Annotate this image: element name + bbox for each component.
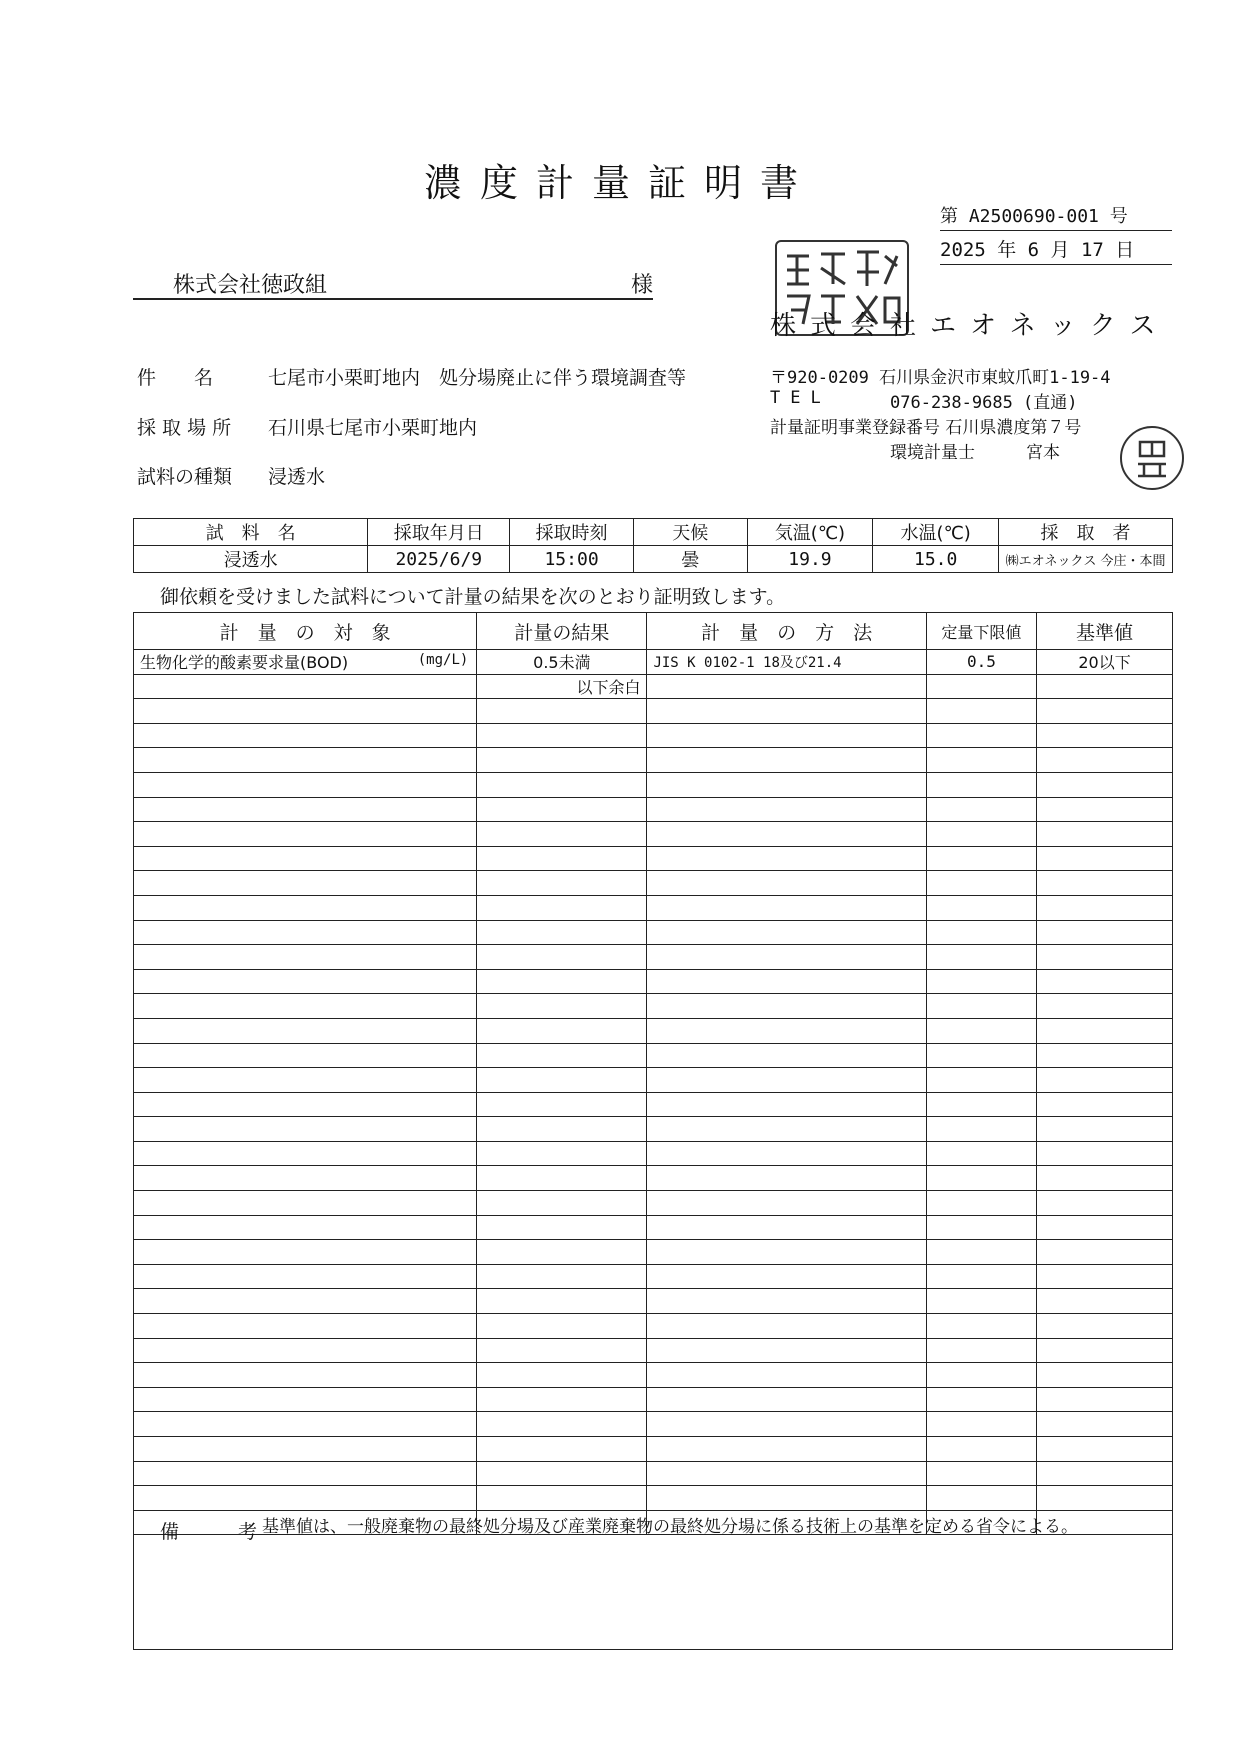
empty-cell [926,1191,1036,1216]
empty-cell [926,1486,1036,1511]
empty-cell [1037,1018,1173,1043]
empty-cell [926,699,1036,724]
empty-cell [1037,1264,1173,1289]
result-row-end [134,674,1173,699]
empty-cell [926,1461,1036,1486]
empty-cell [926,1215,1036,1240]
result-row-empty [134,1338,1173,1363]
empty-cell [134,674,477,699]
empty-cell [647,1215,926,1240]
empty-cell [134,822,477,847]
empty-cell [1037,920,1173,945]
result-row-empty [134,1486,1173,1511]
empty-cell [926,797,1036,822]
empty-cell [477,846,647,871]
empty-cell [926,1363,1036,1388]
empty-cell [477,969,647,994]
empty-cell [647,1018,926,1043]
empty-cell [647,1068,926,1093]
empty-cell [926,1387,1036,1412]
sample-time: 15:00 [510,546,634,573]
result-row-empty [134,895,1173,920]
result-row-empty [134,1117,1173,1142]
empty-cell [134,1117,477,1142]
empty-cell [477,994,647,1019]
empty-cell [1037,723,1173,748]
result-row-empty [134,994,1173,1019]
issuer-company: 株式会社エオネックス [770,311,1170,341]
result-method: JIS K 0102-1 18及び21.4 [647,650,926,675]
empty-cell [1037,1338,1173,1363]
personal-seal [1120,426,1184,490]
empty-cell [477,1215,647,1240]
header-sample-name: 試 料 名 [134,519,368,546]
remarks-box [133,1509,1173,1650]
empty-cell [477,1314,647,1339]
empty-cell [926,1092,1036,1117]
empty-cell [1037,969,1173,994]
empty-cell [134,994,477,1019]
result-row-empty [134,1412,1173,1437]
empty-cell [647,945,926,970]
empty-cell [134,920,477,945]
empty-cell [647,1412,926,1437]
issuer-tel-label: TEL [770,388,831,408]
empty-cell [926,1043,1036,1068]
sample-table-row [134,546,1173,573]
addressee-line [133,268,653,300]
empty-cell [647,1437,926,1462]
empty-cell [134,772,477,797]
empty-cell [1037,895,1173,920]
empty-cell [1037,699,1173,724]
empty-cell [477,1486,647,1511]
empty-cell [647,1314,926,1339]
empty-cell [477,945,647,970]
result-row-empty [134,748,1173,773]
sample-type-value: 浸透水 [268,466,326,488]
empty-cell [134,846,477,871]
empty-cell [1037,1437,1173,1462]
empty-cell [647,1289,926,1314]
result-row-empty [134,846,1173,871]
empty-cell [134,1092,477,1117]
empty-cell [477,1412,647,1437]
empty-cell [477,1338,647,1363]
sample-date: 2025/6/9 [368,546,510,573]
empty-cell [647,1191,926,1216]
empty-cell [1037,1240,1173,1265]
remarks-label: 備 考 [160,1521,278,1543]
empty-cell [926,1289,1036,1314]
result-row-empty [134,822,1173,847]
empty-cell [134,1166,477,1191]
empty-cell [134,1461,477,1486]
empty-cell [647,994,926,1019]
empty-cell [477,1240,647,1265]
result-table-header [134,613,1173,650]
header-water-temp: 水温(℃) [873,519,999,546]
empty-cell [477,1461,647,1486]
result-row-empty [134,1191,1173,1216]
empty-cell [477,1043,647,1068]
empty-cell [926,1141,1036,1166]
empty-cell [647,895,926,920]
empty-cell [1037,1191,1173,1216]
result-row-bod [134,650,1173,675]
header-result: 計量の結果 [477,613,647,650]
empty-cell [134,797,477,822]
empty-cell [647,1141,926,1166]
empty-cell [926,1068,1036,1093]
header-sampler: 採 取 者 [999,519,1173,546]
empty-cell [134,1191,477,1216]
empty-cell [477,772,647,797]
empty-cell [647,748,926,773]
empty-cell [926,1314,1036,1339]
empty-cell [647,1461,926,1486]
empty-cell [1037,945,1173,970]
empty-cell [1037,748,1173,773]
empty-cell [1037,1068,1173,1093]
issue-date: 2025 年 6 月 17 日 [940,235,1172,265]
empty-cell [1037,994,1173,1019]
empty-cell [647,674,926,699]
addressee-honorific: 様 [630,273,653,298]
result-row-empty [134,1363,1173,1388]
empty-cell [477,920,647,945]
weather: 曇 [633,546,747,573]
empty-cell [647,1264,926,1289]
remarks-text: 基準値は、一般廃棄物の最終処分場及び産業廃棄物の最終処分場に係る技術上の基準を定める省令による。 [262,1517,1078,1537]
result-row-empty [134,1018,1173,1043]
result-value: 0.5未満 [477,650,647,675]
result-unit: (mg/L) [417,652,469,668]
empty-cell [647,871,926,896]
issuer-address: 〒920-0209 石川県金沢市東蚊爪町1-19-4 [770,368,1111,388]
result-row-empty [134,1314,1173,1339]
empty-cell [134,1314,477,1339]
empty-cell [134,1486,477,1511]
result-limit: 0.5 [926,650,1036,675]
empty-cell [647,920,926,945]
empty-cell [134,895,477,920]
empty-cell [134,1141,477,1166]
empty-cell [926,846,1036,871]
header-sample-time: 採取時刻 [510,519,634,546]
empty-cell [926,1117,1036,1142]
header-target: 計 量 の 対 象 [134,613,477,650]
empty-cell [647,1166,926,1191]
subject-label: 件 名 [137,367,214,389]
empty-cell [477,1018,647,1043]
empty-cell [647,846,926,871]
empty-cell [926,871,1036,896]
intro-text: 御依頼を受けました試料について計量の結果を次のとおり証明致します。 [160,586,786,608]
empty-cell [477,1166,647,1191]
empty-cell [926,969,1036,994]
empty-cell [477,1437,647,1462]
empty-cell [134,1363,477,1388]
empty-cell [647,1338,926,1363]
empty-cell [134,1240,477,1265]
empty-cell [477,1117,647,1142]
empty-cell [477,1092,647,1117]
empty-cell [1037,674,1173,699]
empty-cell [134,1387,477,1412]
empty-cell [926,772,1036,797]
header-sample-date: 採取年月日 [368,519,510,546]
sample-type-label: 試料の種類 [137,466,233,488]
empty-cell [1037,1412,1173,1437]
empty-cell [926,1264,1036,1289]
empty-cell [477,1289,647,1314]
empty-cell [926,1240,1036,1265]
result-row-empty [134,1043,1173,1068]
water-temp: 15.0 [873,546,999,573]
empty-cell [1037,1166,1173,1191]
empty-cell [926,723,1036,748]
empty-cell [647,797,926,822]
empty-cell [1037,1486,1173,1511]
header-limit: 定量下限値 [926,613,1036,650]
empty-cell [926,1338,1036,1363]
empty-cell [926,945,1036,970]
result-row-empty [134,1387,1173,1412]
empty-cell [134,945,477,970]
result-row-empty [134,1240,1173,1265]
sample-table [133,518,1173,573]
empty-cell [477,1191,647,1216]
empty-cell [134,1264,477,1289]
empty-cell [1037,822,1173,847]
empty-cell [1037,1117,1173,1142]
empty-cell [926,920,1036,945]
empty-cell [134,1289,477,1314]
empty-cell [647,699,926,724]
end-note: 以下余白 [477,674,647,699]
location-value: 石川県七尾市小栗町地内 [268,417,478,439]
result-target: 生物化学的酸素要求量(BOD) [140,653,349,673]
empty-cell [477,1068,647,1093]
header-method: 計 量 の 方 法 [647,613,926,650]
air-temp: 19.9 [747,546,873,573]
location-label: 採 取 場 所 [137,417,232,439]
empty-cell [1037,1461,1173,1486]
empty-cell [1037,1387,1173,1412]
empty-cell [926,994,1036,1019]
result-row-empty [134,1461,1173,1486]
document-title: 濃度計量証明書 [423,161,816,205]
empty-cell [926,1437,1036,1462]
empty-cell [477,797,647,822]
empty-cell [647,1387,926,1412]
empty-cell [647,723,926,748]
empty-cell [134,748,477,773]
issuer-tel: 076-238-9685 (直通) [890,393,1078,413]
empty-cell [134,1412,477,1437]
result-row-empty [134,920,1173,945]
empty-cell [647,1043,926,1068]
empty-cell [926,895,1036,920]
header-standard: 基準値 [1037,613,1173,650]
empty-cell [134,1215,477,1240]
result-row-empty [134,797,1173,822]
empty-cell [477,699,647,724]
result-row-empty [134,723,1173,748]
result-row-empty [134,1141,1173,1166]
empty-cell [647,969,926,994]
result-row-empty [134,1092,1173,1117]
header-air-temp: 気温(℃) [747,519,873,546]
empty-cell [134,699,477,724]
empty-cell [134,1018,477,1043]
empty-cell [1037,772,1173,797]
empty-cell [477,871,647,896]
result-row-empty [134,969,1173,994]
seal-icon [1122,428,1182,488]
empty-cell [477,1264,647,1289]
result-row-empty [134,772,1173,797]
empty-cell [926,674,1036,699]
empty-cell [926,822,1036,847]
empty-cell [926,1018,1036,1043]
header-weather: 天候 [633,519,747,546]
empty-cell [477,822,647,847]
sample-name: 浸透水 [134,546,368,573]
empty-cell [1037,1092,1173,1117]
subject-value: 七尾市小栗町地内 処分場廃止に伴う環境調査等 [268,367,687,389]
empty-cell [1037,1043,1173,1068]
result-row-empty [134,945,1173,970]
empty-cell [134,1068,477,1093]
empty-cell [926,748,1036,773]
empty-cell [1037,1314,1173,1339]
empty-cell [647,1092,926,1117]
empty-cell [1037,846,1173,871]
empty-cell [1037,871,1173,896]
empty-cell [647,822,926,847]
result-row-empty [134,1215,1173,1240]
empty-cell [647,1486,926,1511]
sampler: ㈱エオネックス 今庄・本間 [999,546,1173,573]
empty-cell [1037,1363,1173,1388]
result-row-empty [134,1437,1173,1462]
empty-cell [1037,1289,1173,1314]
result-target-cell [134,650,477,675]
empty-cell [647,1363,926,1388]
addressee-name: 株式会社徳政組 [173,273,328,298]
empty-cell [477,1363,647,1388]
empty-cell [134,871,477,896]
empty-cell [647,772,926,797]
empty-cell [1037,797,1173,822]
empty-cell [477,748,647,773]
result-row-empty [134,699,1173,724]
result-row-empty [134,1264,1173,1289]
empty-cell [647,1240,926,1265]
empty-cell [926,1412,1036,1437]
empty-cell [134,1043,477,1068]
empty-cell [926,1166,1036,1191]
empty-cell [647,1117,926,1142]
sample-table-header [134,519,1173,546]
result-row-empty [134,1289,1173,1314]
result-standard: 20以下 [1037,650,1173,675]
empty-cell [477,1141,647,1166]
empty-cell [477,723,647,748]
registration-number: 計量証明事業登録番号 石川県濃度第７号 [770,418,1082,438]
empty-cell [134,723,477,748]
empty-cell [134,969,477,994]
result-row-empty [134,1068,1173,1093]
empty-cell [477,1387,647,1412]
result-table [133,612,1173,1535]
measurer: 環境計量士 宮本 [890,443,1060,463]
empty-cell [134,1437,477,1462]
empty-cell [1037,1141,1173,1166]
empty-cell [1037,1215,1173,1240]
result-row-empty [134,1166,1173,1191]
empty-cell [134,1338,477,1363]
result-row-empty [134,871,1173,896]
empty-cell [477,895,647,920]
certificate-number: 第 A2500690-001 号 [940,202,1172,231]
